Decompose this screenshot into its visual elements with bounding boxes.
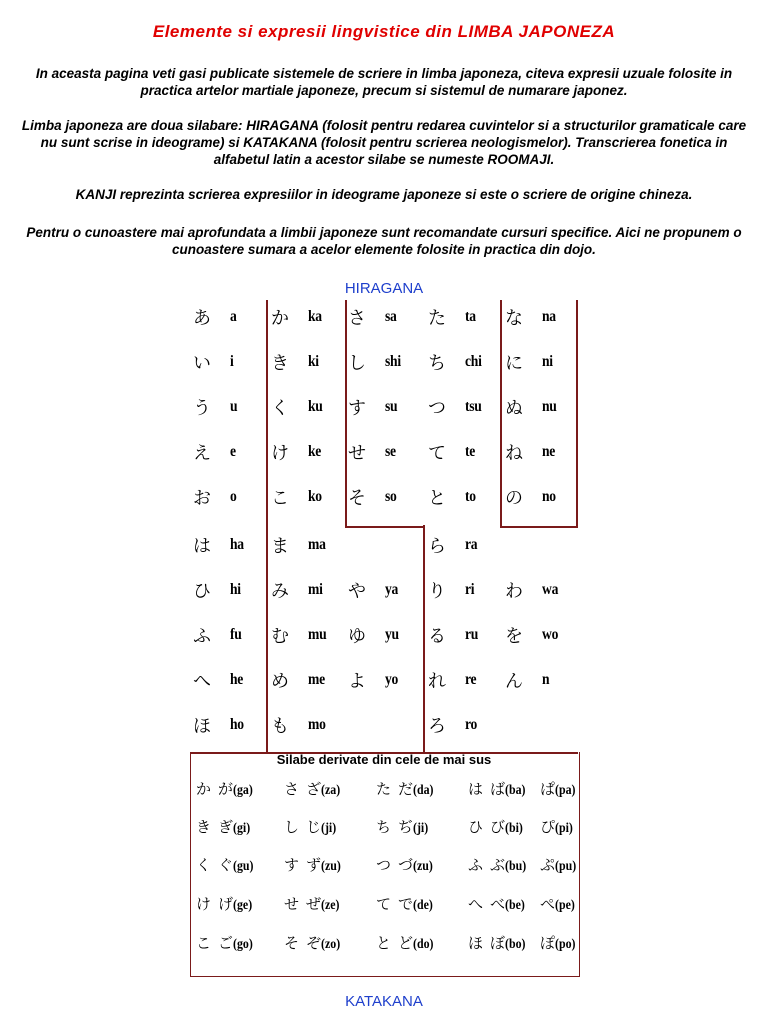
derived-romaji: (de) [413, 898, 433, 913]
derived-romaji: (ze) [321, 898, 340, 913]
hiragana-table [190, 300, 578, 753]
romaji-label: me [308, 671, 325, 688]
romaji-label: u [230, 398, 238, 415]
romaji-label: ke [308, 443, 322, 460]
kana-glyph: そ [348, 488, 366, 509]
romaji-label: o [230, 488, 237, 505]
hiragana-cell [268, 435, 332, 479]
page-title: Elemente si expresii lingvistice din LIMBA JAPONEZA [152, 22, 616, 41]
romaji-label: yu [385, 626, 399, 643]
hiragana-cell [345, 345, 409, 389]
kanji-paragraph: KANJI reprezinta scrierea expresiilor in ideograme japoneze si este o scriere de origine chineza. [75, 187, 693, 202]
romaji-label: wo [542, 626, 559, 643]
hiragana-cell [345, 480, 409, 524]
hiragana-cell [345, 390, 409, 434]
derived-kana: で(de) [398, 895, 433, 913]
derived-kana: ぴ(pi) [540, 818, 573, 836]
romaji-label: ho [230, 716, 244, 733]
romaji-label: wa [542, 581, 559, 598]
kana-glyph: も [271, 716, 289, 737]
romaji-label: ni [542, 353, 553, 370]
hiragana-cell [425, 435, 489, 479]
kana-glyph: に [505, 353, 523, 374]
base-kana: へ [468, 895, 484, 913]
hiragana-cell [425, 345, 489, 389]
derived-romaji: (ga) [233, 783, 253, 798]
derived-romaji: (bo) [505, 937, 526, 952]
intro-paragraph: In aceasta pagina veti gasi publicate sistemele de scriere in limba japoneza, citeva expresii uzuale folosite in practica artelor martiale japoneze, precum si sistemul de numarare japonez. [35, 66, 733, 98]
romaji-label: i [230, 353, 234, 370]
derived-romaji: (ji) [413, 821, 429, 836]
hiragana-cell [190, 663, 254, 707]
kana-glyph: つ [428, 398, 446, 419]
romaji-label: fu [230, 626, 242, 643]
kana-glyph: ま [271, 536, 289, 557]
derived-kana: が(ga) [218, 780, 253, 798]
derived-romaji: (da) [413, 783, 434, 798]
hiragana-cell [502, 300, 566, 344]
derived-kana: ぎ(gi) [218, 818, 251, 836]
romaji-label: re [465, 671, 477, 688]
romaji-label: ru [465, 626, 479, 643]
hiragana-cell [190, 435, 254, 479]
derived-syllables-label: Silabe derivate din cele de mai sus [276, 752, 492, 767]
kana-glyph: ぬ [505, 398, 523, 419]
hiragana-cell [425, 300, 489, 344]
kana-glyph: さ [348, 308, 366, 329]
base-kana: き [196, 818, 212, 836]
base-kana: す [284, 856, 300, 874]
hiragana-cell [268, 708, 332, 752]
base-kana: と [376, 934, 392, 952]
derived-romaji: (bi) [505, 821, 523, 836]
base-kana: ち [376, 818, 392, 836]
kana-glyph: い [193, 353, 211, 374]
hiragana-cell [502, 435, 566, 479]
romaji-label: to [465, 488, 476, 505]
romaji-label: ri [465, 581, 475, 598]
katakana-heading: KATAKANA [345, 993, 423, 1010]
kana-glyph: は [193, 536, 211, 557]
kana-glyph: け [271, 443, 289, 464]
kana-glyph: や [348, 581, 366, 602]
base-kana: け [196, 895, 212, 913]
romaji-label: so [385, 488, 397, 505]
hiragana-cell [345, 573, 409, 617]
romaji-label: na [542, 308, 556, 325]
kana-glyph: ら [428, 536, 446, 557]
kana-glyph: め [271, 671, 289, 692]
romaji-label: no [542, 488, 556, 505]
kana-glyph: て [428, 443, 446, 464]
romaji-label: ta [465, 308, 476, 325]
derived-romaji: (do) [413, 937, 434, 952]
romaji-label: ya [385, 581, 399, 598]
kana-glyph: む [271, 626, 289, 647]
hiragana-cell [268, 528, 332, 572]
kana-glyph: み [271, 581, 289, 602]
romaji-label: nu [542, 398, 557, 415]
derived-kana: ぷ(pu) [540, 856, 577, 874]
derived-kana: ぜ(ze) [306, 895, 340, 913]
hiragana-cell [425, 618, 489, 662]
derived-kana: べ(be) [490, 895, 525, 913]
romaji-label: chi [465, 353, 482, 370]
kana-glyph: き [271, 353, 289, 374]
hiragana-cell [190, 345, 254, 389]
romaji-label: shi [385, 353, 401, 370]
kana-glyph: ろ [428, 716, 446, 737]
base-kana: か [196, 780, 212, 798]
derived-kana: ご(go) [218, 934, 253, 952]
hiragana-cell [190, 300, 254, 344]
kana-glyph: よ [348, 671, 366, 692]
derived-romaji: (za) [321, 783, 341, 798]
derived-romaji: (zu) [321, 859, 341, 874]
kana-glyph: ね [505, 443, 523, 464]
hiragana-cell [268, 573, 332, 617]
base-kana: く [196, 856, 212, 874]
kana-glyph: え [193, 443, 211, 464]
derived-kana: ぱ(pa) [540, 780, 576, 798]
hiragana-cell [190, 390, 254, 434]
romaji-label: a [230, 308, 237, 325]
romaji-label: ku [308, 398, 323, 415]
hiragana-cell [345, 663, 409, 707]
kana-glyph: こ [271, 488, 289, 509]
romaji-label: mi [308, 581, 323, 598]
syllabaries-paragraph: Limba japoneza are doua silabare: HIRAGANA (folosit pentru redarea cuvintelor si a structurilor gramaticale care nu sunt scrise in ideograme) si KATAKANA (folosit pentru scrierea neologismelor). Transcrierea fonetica in alfabetul latin a acestor silabe se numeste ROOMAJI. [21, 118, 747, 167]
base-kana: ふ [468, 856, 484, 874]
derived-kana: ど(do) [398, 934, 434, 952]
romaji-label: e [230, 443, 236, 460]
derived-romaji: (bu) [505, 859, 527, 874]
base-kana: さ [284, 780, 300, 798]
kana-glyph: を [505, 626, 523, 647]
kana-glyph: ん [505, 671, 523, 692]
hiragana-cell [502, 618, 566, 662]
kana-glyph: へ [193, 671, 211, 692]
hiragana-cell [190, 480, 254, 524]
base-kana: て [376, 895, 392, 913]
derived-kana: だ(da) [398, 780, 434, 798]
hiragana-cell [190, 618, 254, 662]
hiragana-cell [502, 390, 566, 434]
kana-glyph: れ [428, 671, 446, 692]
derived-kana: ぶ(bu) [490, 856, 527, 874]
derived-romaji: (ji) [321, 821, 337, 836]
kana-glyph: と [428, 488, 446, 509]
romaji-label: ko [308, 488, 322, 505]
derived-kana: ぽ(po) [540, 934, 576, 952]
derived-romaji: (pa) [555, 783, 576, 798]
hiragana-cell [268, 345, 332, 389]
hiragana-cell [268, 390, 332, 434]
derived-kana: ぐ(gu) [218, 856, 254, 874]
derived-romaji: (pu) [555, 859, 577, 874]
romaji-label: ka [308, 308, 322, 325]
hiragana-cell [268, 663, 332, 707]
romaji-label: mo [308, 716, 326, 733]
romaji-label: ro [465, 716, 478, 733]
hiragana-cell [190, 528, 254, 572]
base-kana: た [376, 780, 392, 798]
kana-glyph: る [428, 626, 446, 647]
base-kana: そ [284, 934, 300, 952]
derived-romaji: (po) [555, 937, 576, 952]
kana-glyph: う [193, 398, 211, 419]
derived-kana: ざ(za) [306, 780, 341, 798]
kana-glyph: ほ [193, 716, 211, 737]
hiragana-cell [502, 345, 566, 389]
derived-kana: び(bi) [490, 818, 523, 836]
romaji-label: he [230, 671, 244, 688]
romaji-label: ne [542, 443, 556, 460]
romaji-label: tsu [465, 398, 482, 415]
kana-glyph: か [271, 308, 289, 329]
table-divider [576, 300, 578, 526]
romaji-label: ma [308, 536, 326, 553]
hiragana-cell [425, 480, 489, 524]
hiragana-cell [345, 618, 409, 662]
base-kana: つ [376, 856, 392, 874]
derived-kana: じ(ji) [306, 818, 337, 836]
hiragana-cell [190, 708, 254, 752]
base-kana: ほ [468, 934, 484, 952]
derived-kana: げ(ge) [218, 895, 253, 913]
derived-romaji: (go) [233, 937, 253, 952]
romaji-label: yo [385, 671, 399, 688]
romaji-label: su [385, 398, 398, 415]
hiragana-heading: HIRAGANA [344, 280, 424, 297]
kana-glyph: ひ [193, 581, 211, 602]
hiragana-cell [502, 480, 566, 524]
derived-kana: ぺ(pe) [540, 895, 575, 913]
hiragana-cell [425, 663, 489, 707]
hiragana-cell [502, 663, 566, 707]
kana-glyph: し [348, 353, 366, 374]
kana-glyph: わ [505, 581, 523, 602]
derived-romaji: (zu) [413, 859, 433, 874]
hiragana-cell [502, 573, 566, 617]
hiragana-cell [425, 573, 489, 617]
derived-kana: づ(zu) [398, 856, 433, 874]
derived-romaji: (zo) [321, 937, 341, 952]
romaji-label: ra [465, 536, 478, 553]
derived-romaji: (be) [505, 898, 525, 913]
base-kana: ひ [468, 818, 484, 836]
derived-romaji: (pi) [555, 821, 573, 836]
hiragana-cell [268, 480, 332, 524]
hiragana-cell [268, 300, 332, 344]
base-kana: せ [284, 895, 300, 913]
base-kana: し [284, 818, 300, 836]
kana-glyph: ふ [193, 626, 211, 647]
derived-romaji: (ba) [505, 783, 526, 798]
derived-romaji: (gi) [233, 821, 251, 836]
hiragana-cell [345, 435, 409, 479]
kana-glyph: ゆ [348, 626, 366, 647]
romaji-label: n [542, 671, 550, 688]
romaji-label: ha [230, 536, 244, 553]
kana-glyph: り [428, 581, 446, 602]
kana-glyph: せ [348, 443, 366, 464]
hiragana-cell [345, 300, 409, 344]
romaji-label: hi [230, 581, 241, 598]
courses-paragraph: Pentru o cunoastere mai aprofundata a limbii japoneze sunt recomandate cursuri specifice. Aici ne propunem o cunoastere sumara a acelor elemente folosite in practica din dojo. [26, 225, 742, 257]
romaji-label: se [385, 443, 396, 460]
romaji-label: mu [308, 626, 327, 643]
kana-glyph: あ [193, 308, 211, 329]
romaji-label: sa [385, 308, 397, 325]
romaji-label: ki [308, 353, 319, 370]
hiragana-cell [425, 708, 489, 752]
kana-glyph: た [428, 308, 446, 329]
kana-glyph: ち [428, 353, 446, 374]
kana-glyph: す [348, 398, 366, 419]
derived-kana: ぼ(bo) [490, 934, 526, 952]
base-kana: は [468, 780, 484, 798]
kana-glyph: な [505, 308, 523, 329]
hiragana-cell [190, 573, 254, 617]
derived-romaji: (pe) [555, 898, 575, 913]
base-kana: こ [196, 934, 212, 952]
hiragana-cell [425, 528, 489, 572]
kana-glyph: お [193, 488, 211, 509]
derived-kana: ず(zu) [306, 856, 341, 874]
hiragana-cell [268, 618, 332, 662]
table-divider [345, 526, 423, 528]
derived-kana: ぢ(ji) [398, 818, 429, 836]
derived-romaji: (gu) [233, 859, 254, 874]
kana-glyph: の [505, 488, 523, 509]
table-divider [500, 526, 578, 528]
derived-kana: ば(ba) [490, 780, 526, 798]
hiragana-cell [425, 390, 489, 434]
romaji-label: te [465, 443, 476, 460]
derived-kana: ぞ(zo) [306, 934, 341, 952]
kana-glyph: く [271, 398, 289, 419]
derived-romaji: (ge) [233, 898, 253, 913]
